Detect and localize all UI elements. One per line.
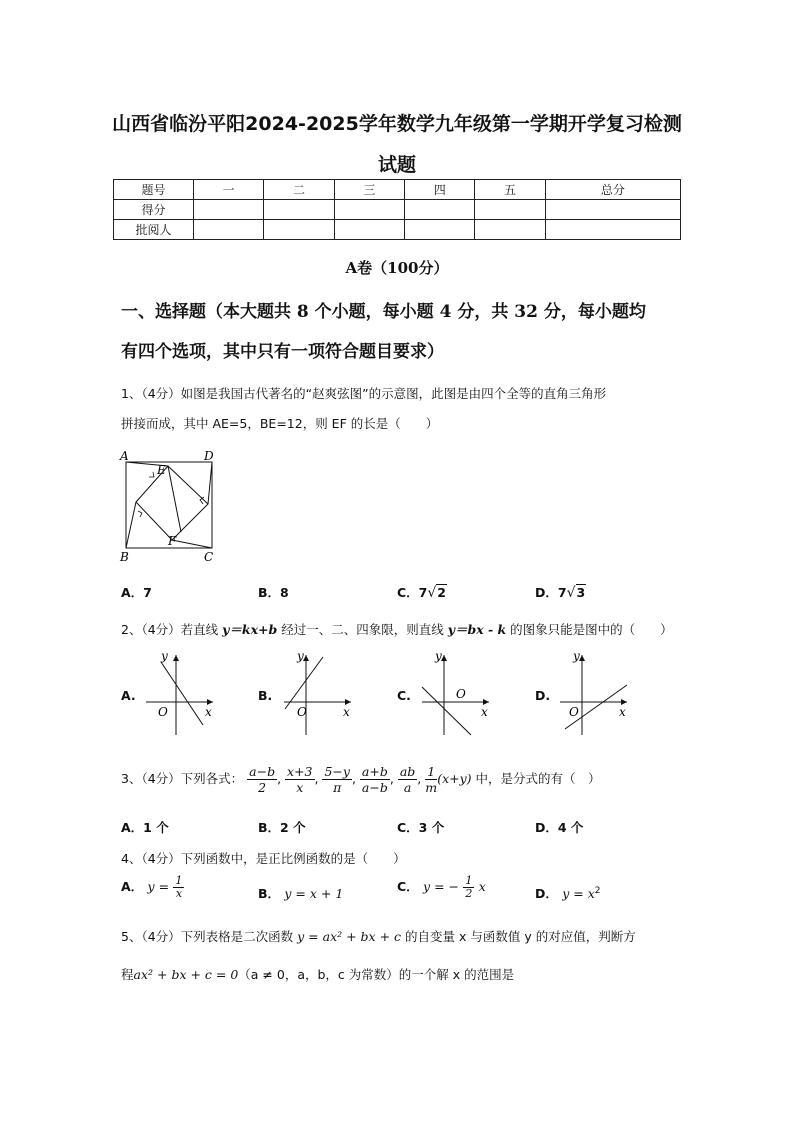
equation: y = − <box>423 879 460 894</box>
numerator: ab <box>399 764 416 779</box>
sqrt-icon: √ <box>427 585 437 601</box>
denominator: a <box>403 780 412 795</box>
table-cell <box>405 200 475 220</box>
table-cell <box>264 220 334 240</box>
option-label: D． <box>535 886 558 901</box>
point-label: B <box>120 550 129 564</box>
question-2-stem <box>121 620 673 638</box>
table-cell <box>475 220 545 240</box>
graph-a <box>143 647 218 737</box>
axis-label-y: y <box>297 649 304 663</box>
option-c <box>397 875 486 900</box>
origin-label: O <box>456 687 466 701</box>
question-5-stem-continued <box>121 965 514 983</box>
fraction <box>425 764 437 795</box>
origin-label: O <box>297 705 307 719</box>
exponent: 2 <box>594 885 601 896</box>
numerator: a−b <box>249 764 276 779</box>
score-table-row <box>114 220 681 240</box>
option-label: C． <box>397 879 419 894</box>
table-cell: 五 <box>475 180 545 200</box>
variable: x <box>478 879 486 894</box>
equation: y = x + 1 <box>284 886 344 901</box>
question-4-stem: 4、（4分）下列函数中，是正比例函数的是（ ） <box>121 851 406 866</box>
denominator: π <box>333 780 342 795</box>
score-table <box>113 179 681 240</box>
table-cell <box>545 220 680 240</box>
graph-b <box>281 647 356 737</box>
fraction <box>322 764 352 795</box>
option-c: C．3 个 <box>397 820 445 835</box>
option-d <box>535 583 586 601</box>
paper-part-heading: A卷（100分） <box>345 259 449 277</box>
section-heading-continued: 有四个选项，其中只有一项符合题目要求） <box>121 342 444 362</box>
option-b: B．2 个 <box>258 820 306 835</box>
fraction <box>463 875 474 900</box>
option-d: D．4 个 <box>535 820 584 835</box>
equation: y = <box>147 879 170 894</box>
table-cell <box>264 200 334 220</box>
origin-label: O <box>569 705 579 719</box>
point-label: C <box>204 550 214 564</box>
table-cell <box>194 200 264 220</box>
denominator: 2 <box>258 780 267 795</box>
axis-label-y: y <box>573 649 580 663</box>
table-cell <box>405 220 475 240</box>
axis-label-y: y <box>161 649 168 663</box>
graph-d <box>557 647 632 737</box>
table-cell: 一 <box>194 180 264 200</box>
question-3-text: 中，是分式的有（ ） <box>475 771 601 786</box>
table-cell: 三 <box>334 180 404 200</box>
equation: ax² + bx + c = 0 <box>133 967 239 982</box>
score-table-row <box>114 200 681 220</box>
equation: y = ax² + bx + c <box>297 929 402 944</box>
option-b <box>258 884 343 902</box>
point-label: E <box>157 463 166 477</box>
table-cell <box>334 220 404 240</box>
numerator: x+3 <box>287 764 313 779</box>
option-a: A．7 <box>121 585 152 600</box>
denominator: x <box>296 780 304 795</box>
option-c-text: C．7 <box>397 585 428 600</box>
numerator: 5−y <box>324 764 350 779</box>
question-5-text: 的自变量 x 与函数值 y 的对应值，判断方 <box>401 929 636 944</box>
score-table-header-row <box>114 180 681 200</box>
question-5-stem <box>121 927 636 945</box>
table-cell <box>334 200 404 220</box>
origin-label: O <box>158 705 168 719</box>
point-label: A <box>120 449 129 463</box>
question-2-text: 的图象只能是图中的（ ） <box>506 622 673 637</box>
axis-label-x: x <box>481 705 488 719</box>
option-label: B． <box>258 886 281 901</box>
numerator: 1 <box>465 874 473 887</box>
equation: y＝bx - k <box>447 622 507 637</box>
numerator: 1 <box>175 874 183 887</box>
option-a-label: A. <box>121 688 136 703</box>
question-2-text: 经过一、二、四象限，则直线 <box>277 622 448 637</box>
fraction <box>360 764 390 795</box>
table-cell <box>475 200 545 220</box>
axis-label-x: x <box>343 705 350 719</box>
equation: y = x <box>562 886 595 901</box>
option-b: B．8 <box>258 585 289 600</box>
option-d-label: D. <box>535 688 551 703</box>
option-c <box>397 583 447 601</box>
question-5-text: 5、（4分）下列表格是二次函数 <box>121 929 298 944</box>
question-2-text: 2、（4分）若直线 <box>121 622 223 637</box>
option-d <box>535 884 601 902</box>
point-label: F <box>168 534 177 548</box>
axis-label-x: x <box>205 705 212 719</box>
page-title: 山西省临汾平阳2024-2025学年数学九年级第一学期开学复习检测 <box>112 113 682 135</box>
fraction <box>247 764 277 795</box>
fraction <box>173 875 184 900</box>
question-5-text: （a ≠ 0，a，b，c 为常数）的一个解 x 的范围是 <box>238 967 515 982</box>
table-cell: 批阅人 <box>114 220 194 240</box>
question-1-stem-continued: 拼接而成，其中 AE=5，BE=12，则 EF 的长是（ ） <box>121 416 439 431</box>
axis-label-y: y <box>435 649 442 663</box>
table-cell <box>194 220 264 240</box>
denominator: a−b <box>361 780 388 795</box>
denominator: m <box>425 780 438 795</box>
option-b-label: B. <box>258 688 273 703</box>
zhao-shuang-diagram <box>115 447 225 565</box>
page-title-continued: 试题 <box>377 154 416 176</box>
radicand: 3 <box>576 585 586 600</box>
numerator: a+b <box>361 764 388 779</box>
section-heading: 一、选择题（本大题共 8 个小题，每小题 4 分，共 32 分，每小题均 <box>121 302 646 322</box>
denominator: 2 <box>465 887 473 900</box>
option-a <box>121 875 184 900</box>
expression: (x+y) <box>437 771 472 786</box>
option-a: A．1 个 <box>121 820 169 835</box>
table-cell: 二 <box>264 180 334 200</box>
option-label: A． <box>121 879 144 894</box>
question-3-text: 3、（4分）下列各式： <box>121 771 244 786</box>
option-d-text: D．7 <box>535 585 567 600</box>
table-cell: 得分 <box>114 200 194 220</box>
question-3-stem: 3、（4分）下列各式： $\frac{a-b}{2}$ , $\frac{x+3}{x}$ , $\frac{5-y}{\pi}$ , $\frac{a+b}{a-b}$ , $\frac{ab}{a}$ , $\frac{1}{m}$ (x+y) 中，是分式的有（ ） <box>121 764 601 795</box>
numerator: 1 <box>427 764 436 779</box>
table-cell: 四 <box>405 180 475 200</box>
fraction <box>285 764 314 795</box>
equation: y＝kx+b <box>222 622 278 637</box>
graph-c <box>419 647 494 737</box>
denominator: x <box>175 887 183 900</box>
point-label: D <box>204 449 214 463</box>
question-1-stem: 1、（4分）如图是我国古代著名的“赵爽弦图”的示意图，此图是由四个全等的直角三角形 <box>121 386 607 401</box>
question-5-text: 程 <box>121 967 134 982</box>
sqrt-icon: √ <box>566 585 576 601</box>
table-cell <box>545 200 680 220</box>
fraction <box>398 764 417 795</box>
option-c-label: C. <box>397 688 411 703</box>
radicand: 2 <box>437 585 446 600</box>
table-cell: 题号 <box>114 180 194 200</box>
axis-label-x: x <box>619 705 626 719</box>
table-cell: 总分 <box>545 180 680 200</box>
